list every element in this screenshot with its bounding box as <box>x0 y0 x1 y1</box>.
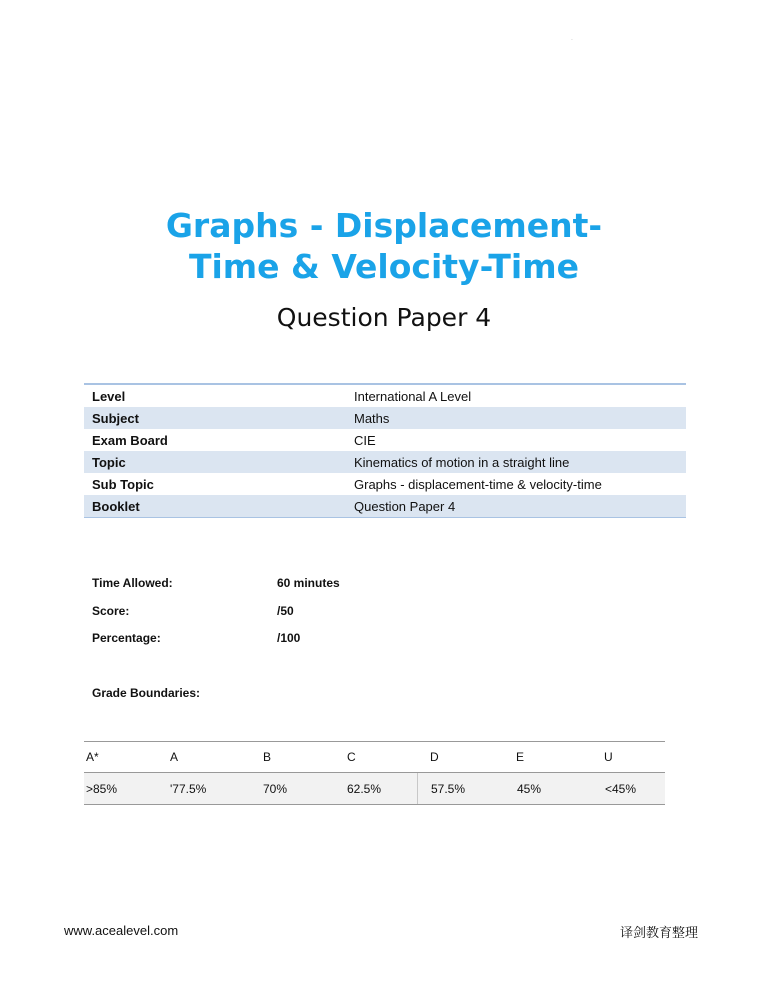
grade-value-row <box>84 773 665 804</box>
info-row-level <box>84 385 686 407</box>
grade-boundaries-table <box>84 741 665 805</box>
document-title <box>0 205 768 287</box>
grade-value: '77.5% <box>170 781 207 796</box>
info-row-exam-board <box>84 429 686 451</box>
info-key: Topic <box>92 454 126 470</box>
info-key: Exam Board <box>92 432 168 448</box>
grade-value: <45% <box>605 781 637 796</box>
time-allowed-label: Time Allowed: <box>92 576 173 590</box>
info-key: Sub Topic <box>92 476 154 492</box>
info-row-subject <box>84 407 686 429</box>
info-row-topic <box>84 451 686 473</box>
grade-boundaries-label: Grade Boundaries: <box>92 686 201 700</box>
time-allowed-value: 60 minutes <box>277 576 340 590</box>
grade-header: A <box>170 750 179 764</box>
grade-value: 62.5% <box>345 773 418 804</box>
grade-value: >85% <box>86 781 118 796</box>
grade-value: 57.5% <box>431 781 466 796</box>
footer-website[interactable]: www.acealevel.com <box>64 923 179 938</box>
info-value: International A Level <box>354 388 472 404</box>
footer-organizer: 译剑教育整理 <box>619 926 698 941</box>
info-key: Booklet <box>92 498 140 514</box>
info-row-sub-topic <box>84 473 686 495</box>
percentage-value: /100 <box>277 631 301 645</box>
percentage-label: Percentage: <box>92 631 161 645</box>
grade-value: 70% <box>263 781 288 796</box>
info-value: Question Paper 4 <box>354 498 456 514</box>
score-label: Score: <box>92 604 130 618</box>
grade-header: U <box>604 750 613 764</box>
grade-header: E <box>516 750 525 764</box>
grade-header: C <box>347 750 356 764</box>
info-table <box>84 383 686 518</box>
info-key: Level <box>92 388 126 404</box>
info-row-booklet <box>84 495 686 517</box>
corner-mark: ` <box>571 40 573 46</box>
document-subtitle: Question Paper 4 <box>276 303 492 332</box>
info-value: Kinematics of motion in a straight line <box>354 454 570 470</box>
grade-header: A* <box>86 750 99 764</box>
grade-header: B <box>263 750 272 764</box>
title-line-1: Graphs - Displacement- <box>165 206 603 245</box>
info-value: CIE <box>354 432 376 448</box>
title-line-2: Time & Velocity-Time <box>188 247 580 286</box>
grade-header-row <box>84 742 665 773</box>
info-key: Subject <box>92 410 139 426</box>
info-value: Graphs - displacement-time & velocity-time <box>354 476 602 492</box>
info-value: Maths <box>354 410 390 426</box>
grade-value: 45% <box>517 781 542 796</box>
score-value: /50 <box>277 604 294 618</box>
grade-header: D <box>430 750 439 764</box>
